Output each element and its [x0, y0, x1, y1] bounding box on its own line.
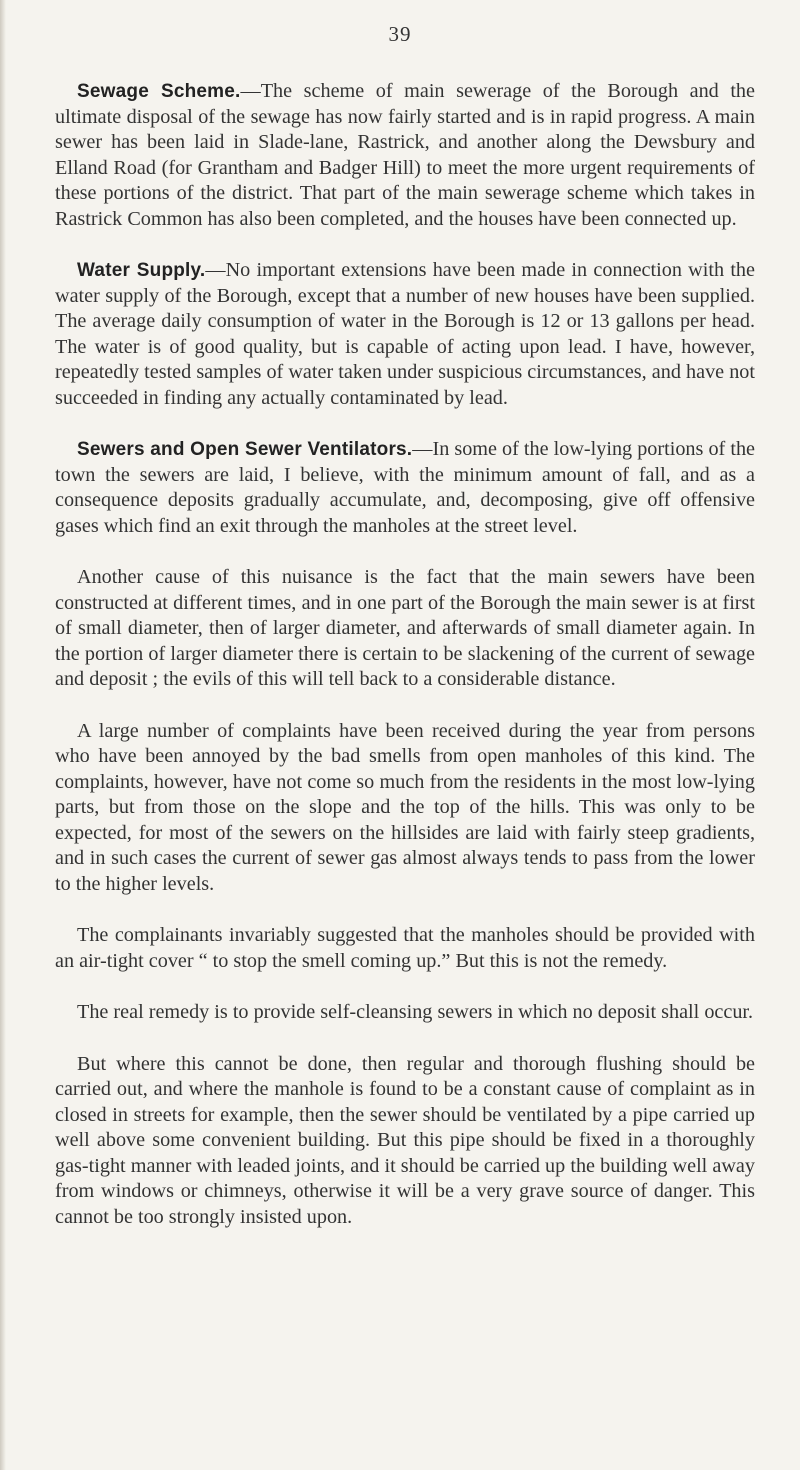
paragraph-text: The real remedy is to provide self-cleansing sewers in which no deposit shall occur. — [77, 1001, 754, 1023]
section-heading-sewers-ventilators: Sewers and Open Sewer Ventilators. — [77, 439, 413, 460]
paragraph-sewage-scheme — [55, 79, 755, 232]
paragraph-sewers-ventilators — [55, 437, 755, 539]
paragraph-text: But where this cannot be done, then regular and thorough flushing should be carried out, and where the manhole is found to be a constant cause of complaint as in closed in streets for example, then the sewer should be ventilated by a pipe carried up well above some convenient building. But this pipe should be fixed in a thoroughly gas-tight manner with leaded joints, and it should be carried up the building well away from windows or chimneys, otherwise it will be a very grave source of danger. This cannot be too strongly insisted upon. — [55, 1052, 755, 1228]
paragraph-complainants — [55, 923, 755, 974]
body-text — [55, 79, 755, 1256]
paragraph-another-cause — [55, 565, 755, 693]
paragraph-text: —The scheme of main sewerage of the Borough and the ultimate disposal of the sewage has now fairly started and is in rapid progress. A main sewer has been laid in Slade-lane, Rastrick, and another along the Dewsbury and Elland Road (for Grantham and Badger Hill) to meet the more urgent requirements of these portions of the district. That part of the main sewerage scheme which takes in Rastrick Common has also been completed, and the houses have been connected up. — [55, 80, 755, 230]
paragraph-water-supply — [55, 258, 755, 411]
paragraph-text: The complainants invariably suggested that the manholes should be provided with an air-tight cover “ to stop the smell coming up.” But this is not the remedy. — [55, 924, 755, 972]
paragraph-text: —In some of the low-lying portions of the town the sewers are laid, I believe, with the minimum amount of fall, and as a consequence deposits gradually accumulate, and, decomposing, give off offensive gases which find an exit through the manholes at the street level. — [55, 438, 755, 537]
section-heading-sewage-scheme: Sewage Scheme. — [77, 81, 241, 102]
paragraph-text: Another cause of this nuisance is the fact that the main sewers have been constructed at different times, and in one part of the Borough the main sewer is at first of small diameter, then of larger diameter, and afterwards of small diameter again. In the portion of larger diameter there is certain to be slackening of the current of sewage and deposit ; the evils of this will tell back to a considerable distance. — [55, 566, 755, 690]
paragraph-complaints — [55, 719, 755, 898]
page-edge-shadow — [0, 0, 6, 1470]
paragraph-flushing — [55, 1052, 755, 1231]
page-number: 39 — [388, 22, 412, 46]
paragraph-text: A large number of complaints have been received during the year from persons who have been annoyed by the bad smells from open manholes of this kind. The complaints, however, have not come so much from the residents in the most low-lying parts, but from those on the slope and the top of the hills. This was only to be expected, for most of the sewers on the hillsides are laid with fairly steep gradients, and in such cases the current of sewer gas almost always tends to pass from the lower to the higher levels. — [55, 719, 755, 895]
paragraph-real-remedy — [55, 1000, 755, 1026]
section-heading-water-supply: Water Supply. — [77, 260, 206, 281]
paragraph-text: —No important extensions have been made in connection with the water supply of the Borough, except that a number of new houses have been supplied. The average daily consumption of water in the Borough is 12 or 13 gallons per head. The water is of good quality, but is capable of acting upon lead. I have, however, repeatedly tested samples of water taken under suspicious circumstances, and have not succeeded in finding any actually contaminated by lead. — [55, 259, 755, 409]
